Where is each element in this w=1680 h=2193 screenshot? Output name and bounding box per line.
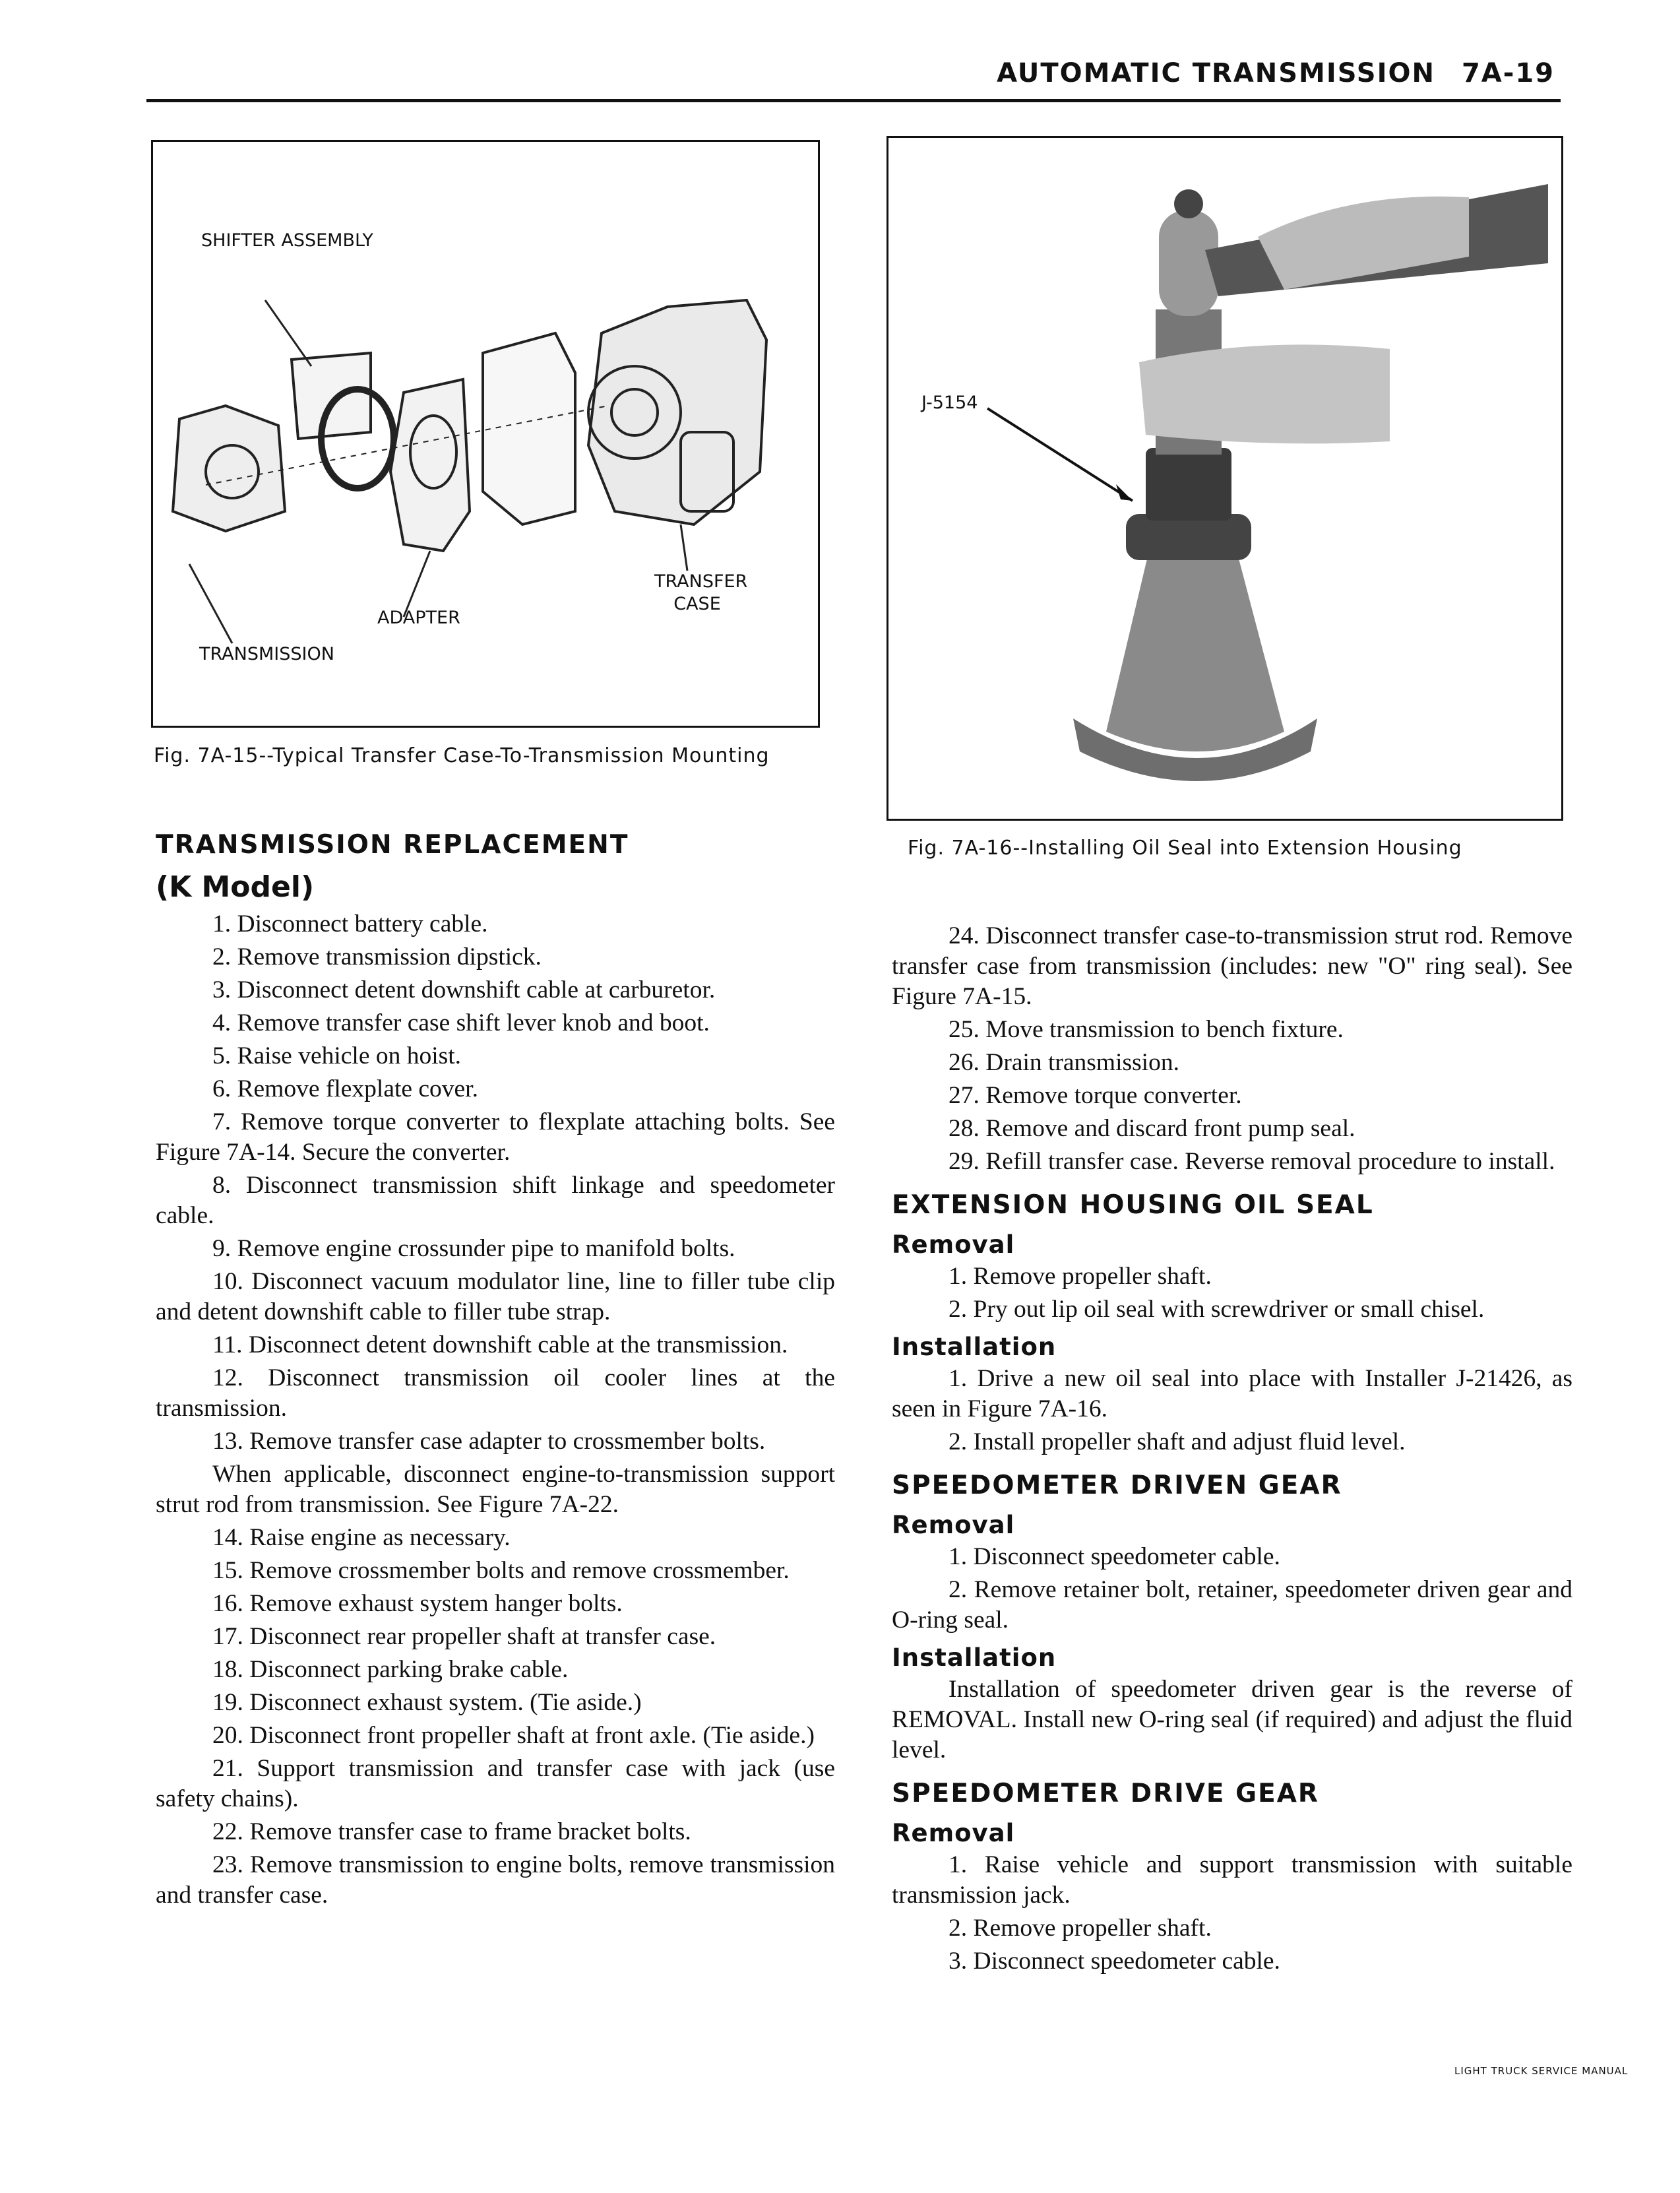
procedure-step: 26. Drain transmission. xyxy=(949,1049,1179,1076)
procedure-step: When applicable, disconnect engine-to-transmission support strut rod from transmission. See Figure 7A-22. xyxy=(156,1461,835,1518)
procedure-step: 29. Refill transfer case. Reverse removal procedure to install. xyxy=(949,1148,1555,1175)
procedure-step: 25. Move transmission to bench fixture. xyxy=(949,1016,1344,1043)
right-column xyxy=(892,921,1572,1979)
label-adapter: ADAPTER xyxy=(377,608,460,628)
procedure-step: 12. Disconnect transmission oil cooler lines at the transmission. xyxy=(156,1364,835,1422)
figure-caption-7a-15: Fig. 7A-15--Typical Transfer Case-To-Transmission Mounting xyxy=(154,744,770,767)
procedure-step: Installation of speedometer driven gear is the reverse of REMOVAL. Install new O-ring seal (if required) and adjust the fluid level. xyxy=(892,1676,1572,1764)
label-transmission: TRANSMISSION xyxy=(199,644,334,664)
procedure-step: 2. Remove propeller shaft. xyxy=(949,1915,1212,1942)
running-header xyxy=(997,58,1555,88)
procedure-step: 9. Remove engine crossunder pipe to manifold bolts. xyxy=(212,1235,735,1262)
procedure-step: 27. Remove torque converter. xyxy=(949,1082,1242,1109)
procedure-step: 28. Remove and discard front pump seal. xyxy=(949,1115,1355,1142)
procedure-step: 11. Disconnect detent downshift cable at the transmission. xyxy=(212,1331,788,1358)
procedure-step: 19. Disconnect exhaust system. (Tie aside.) xyxy=(212,1689,642,1716)
procedure-step: 20. Disconnect front propeller shaft at front axle. (Tie aside.) xyxy=(212,1722,815,1749)
installing-seal-photo xyxy=(888,138,1561,819)
subheading-removal: Removal xyxy=(892,1819,1015,1847)
procedure-step: 1. Drive a new oil seal into place with Installer J-21426, as seen in Figure 7A-16. xyxy=(892,1365,1572,1422)
procedure-step: 23. Remove transmission to engine bolts, remove transmission and transfer case. xyxy=(156,1851,835,1909)
procedure-step: 5. Raise vehicle on hoist. xyxy=(212,1042,462,1069)
heading-extension-housing-oil-seal: EXTENSION HOUSING OIL SEAL xyxy=(892,1190,1374,1220)
procedure-step: 18. Disconnect parking brake cable. xyxy=(212,1656,569,1683)
procedure-step: 22. Remove transfer case to frame bracket bolts. xyxy=(212,1818,691,1845)
procedure-list xyxy=(156,909,835,1911)
procedure-step: 3. Disconnect detent downshift cable at carburetor. xyxy=(212,976,716,1003)
subheading-removal: Removal xyxy=(892,1511,1015,1539)
procedure-step: 2. Remove retainer bolt, retainer, speedometer driven gear and O-ring seal. xyxy=(892,1576,1572,1634)
procedure-step: 24. Disconnect transfer case-to-transmission strut rod. Remove transfer case from transmission (includes: new "O" ring seal). See Figure 7A-15. xyxy=(892,922,1572,1010)
procedure-step: 1. Disconnect speedometer cable. xyxy=(949,1543,1280,1570)
figure-installing-oil-seal xyxy=(887,136,1563,821)
procedure-step: 2. Pry out lip oil seal with screwdriver or small chisel. xyxy=(949,1296,1485,1323)
procedure-step: 6. Remove flexplate cover. xyxy=(212,1075,478,1102)
section-title: AUTOMATIC TRANSMISSION xyxy=(997,58,1435,88)
label-tool-j-5154: J-5154 xyxy=(921,393,978,413)
procedure-step: 13. Remove transfer case adapter to crossmember bolts. xyxy=(212,1428,766,1455)
procedure-step: 1. Raise vehicle and support transmission with suitable transmission jack. xyxy=(892,1851,1572,1909)
subheading-installation: Installation xyxy=(892,1333,1057,1361)
procedure-step: 2. Remove transmission dipstick. xyxy=(212,943,542,970)
label-shifter-assembly: SHIFTER ASSEMBLY xyxy=(201,230,373,251)
procedure-step: 16. Remove exhaust system hanger bolts. xyxy=(212,1590,623,1617)
procedure-step: 8. Disconnect transmission shift linkage and speedometer cable. xyxy=(156,1172,835,1229)
procedure-list-continued xyxy=(892,921,1572,1177)
procedure-step: 4. Remove transfer case shift lever knob and boot. xyxy=(212,1009,710,1036)
subheading-k-model: (K Model) xyxy=(156,870,315,904)
footer: LIGHT TRUCK SERVICE MANUAL xyxy=(1454,2065,1629,2077)
procedure-step: 10. Disconnect vacuum modulator line, line to filler tube clip and detent downshift cable to filler tube strap. xyxy=(156,1268,835,1325)
procedure-step: 15. Remove crossmember bolts and remove crossmember. xyxy=(212,1557,790,1584)
procedure-step: 14. Raise engine as necessary. xyxy=(212,1524,511,1551)
procedure-step: 7. Remove torque converter to flexplate attaching bolts. See Figure 7A-14. Secure the converter. xyxy=(156,1108,835,1166)
left-column xyxy=(156,830,835,1913)
subheading-installation: Installation xyxy=(892,1643,1057,1672)
procedure-step: 1. Disconnect battery cable. xyxy=(212,910,488,938)
heading-transmission-replacement: TRANSMISSION REPLACEMENT xyxy=(156,830,629,860)
procedure-step: 21. Support transmission and transfer case with jack (use safety chains). xyxy=(156,1755,835,1812)
label-transfer-case: TRANSFER CASE xyxy=(654,571,748,614)
heading-speedometer-driven-gear: SPEEDOMETER DRIVEN GEAR xyxy=(892,1471,1342,1500)
page-number: 7A-19 xyxy=(1461,58,1555,88)
heading-speedometer-drive-gear: SPEEDOMETER DRIVE GEAR xyxy=(892,1779,1319,1808)
figure-caption-7a-16: Fig. 7A-16--Installing Oil Seal into Extension Housing xyxy=(908,837,1462,860)
procedure-step: 17. Disconnect rear propeller shaft at transfer case. xyxy=(212,1623,716,1650)
procedure-step: 2. Install propeller shaft and adjust fluid level. xyxy=(949,1428,1406,1455)
procedure-step: 1. Remove propeller shaft. xyxy=(949,1263,1212,1290)
figure-transfer-case-mounting xyxy=(151,140,820,728)
header-rule xyxy=(146,99,1561,102)
subheading-removal: Removal xyxy=(892,1230,1015,1259)
procedure-step: 3. Disconnect speedometer cable. xyxy=(949,1948,1280,1975)
